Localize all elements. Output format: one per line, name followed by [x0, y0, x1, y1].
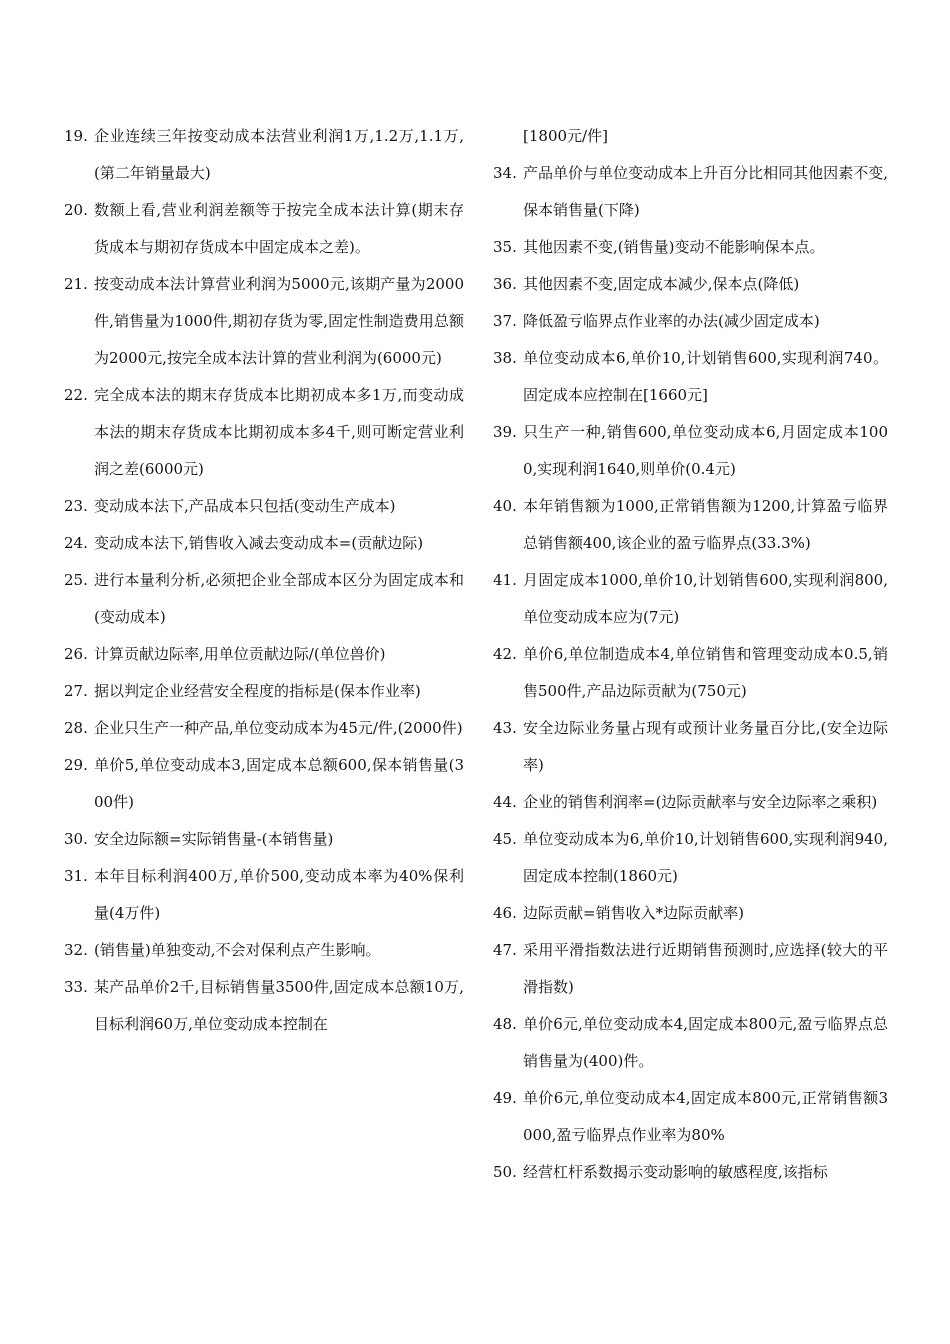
question-text: 安全边际业务量占现有或预计业务量百分比,(安全边际率)	[523, 719, 888, 774]
question-item	[64, 488, 464, 525]
question-number: 46.	[493, 904, 517, 922]
question-number: 28.	[64, 719, 88, 737]
question-item	[493, 562, 888, 636]
question-number: 19.	[64, 127, 88, 145]
question-text: 数额上看,营业利润差额等于按完全成本法计算(期末存货成本与期初存货成本中固定成本之差)。	[94, 201, 464, 256]
question-item	[64, 747, 464, 821]
question-item	[493, 932, 888, 1006]
question-text: 采用平滑指数法进行近期销售预测时,应选择(较大的平滑指数)	[523, 941, 888, 996]
question-item	[493, 488, 888, 562]
question-number: 39.	[493, 423, 517, 441]
question-item	[64, 118, 464, 192]
question-text: 产品单价与单位变动成本上升百分比相同其他因素不变,保本销售量(下降)	[523, 164, 888, 219]
question-text: 降低盈亏临界点作业率的办法(减少固定成本)	[523, 312, 820, 330]
question-item	[493, 229, 888, 266]
question-number: 44.	[493, 793, 517, 811]
question-number: 43.	[493, 719, 517, 737]
question-number: 33.	[64, 978, 88, 996]
question-item	[493, 784, 888, 821]
question-item	[64, 710, 464, 747]
question-number: 45.	[493, 830, 517, 848]
question-item	[64, 377, 464, 488]
question-text: 企业连续三年按变动成本法营业利润1万,1.2万,1.1万,(第二年销量最大)	[94, 127, 464, 182]
question-text: 企业只生产一种产品,单位变动成本为45元/件,(2000件)	[94, 719, 463, 737]
question-text: 本年销售额为1000,正常销售额为1200,计算盈亏临界总销售额400,该企业的盈亏临界点(33.3%)	[523, 497, 888, 552]
question-number: 21.	[64, 275, 88, 293]
question-number: 42.	[493, 645, 517, 663]
question-text: (销售量)单独变动,不会对保利点产生影响。	[94, 941, 381, 959]
question-text: 按变动成本法计算营业利润为5000元,该期产量为2000件,销售量为1000件,期初存货为零,固定性制造费用总额为2000元,按完全成本法计算的营业利润为(6000元)	[94, 275, 464, 367]
question-number: 23.	[64, 497, 88, 515]
question-number: 35.	[493, 238, 517, 256]
right-column	[493, 118, 888, 1191]
question-text: 月固定成本1000,单价10,计划销售600,实现利润800,单位变动成本应为(7元)	[523, 571, 888, 626]
question-number: 48.	[493, 1015, 517, 1033]
question-text: 某产品单价2千,目标销售量3500件,固定成本总额10万,目标利润60万,单位变动成本控制在	[94, 978, 464, 1033]
question-number: 27.	[64, 682, 88, 700]
question-text: 经营杠杆系数揭示变动影响的敏感程度,该指标	[523, 1163, 828, 1181]
question-number: 40.	[493, 497, 517, 515]
question-item	[493, 340, 888, 414]
question-text: 据以判定企业经营安全程度的指标是(保本作业率)	[94, 682, 421, 700]
question-item	[493, 710, 888, 784]
question-item	[64, 858, 464, 932]
question-text: 只生产一种,销售600,单位变动成本6,月固定成本1000,实现利润1640,则单价(0.4元)	[523, 423, 888, 478]
question-text: 其他因素不变,(销售量)变动不能影响保本点。	[523, 238, 825, 256]
question-item	[64, 266, 464, 377]
question-item	[64, 969, 464, 1043]
question-text: 企业的销售利润率=(边际贡献率与安全边际率之乘积)	[523, 793, 878, 811]
question-number: 30.	[64, 830, 88, 848]
question-item	[64, 932, 464, 969]
question-number: 41.	[493, 571, 517, 589]
question-text: 单价6元,单位变动成本4,固定成本800元,正常销售额3000,盈亏临界点作业率为80%	[523, 1089, 888, 1144]
question-text: 计算贡献边际率,用单位贡献边际/(单位兽价)	[94, 645, 386, 663]
question-item	[64, 673, 464, 710]
question-text: 完全成本法的期末存货成本比期初成本多1万,而变动成本法的期末存货成本比期初成本多4千,则可断定营业利润之差(6000元)	[94, 386, 464, 478]
question-number: 29.	[64, 756, 88, 774]
left-column	[64, 118, 464, 1043]
question-number: 37.	[493, 312, 517, 330]
question-number: 47.	[493, 941, 517, 959]
question-text: 单位变动成本6,单价10,计划销售600,实现利润740。固定成本应控制在[1660元]	[523, 349, 888, 404]
question-number: 24.	[64, 534, 88, 552]
question-item	[493, 821, 888, 895]
question-item	[493, 636, 888, 710]
question-text: 单价6元,单位变动成本4,固定成本800元,盈亏临界点总销售量为(400)件。	[523, 1015, 888, 1070]
question-item	[64, 821, 464, 858]
question-text: 变动成本法下,销售收入减去变动成本=(贡献边际)	[94, 534, 424, 552]
question-number: 20.	[64, 201, 88, 219]
question-number: 34.	[493, 164, 517, 182]
question-number: 36.	[493, 275, 517, 293]
continuation-line: [1800元/件]	[523, 127, 608, 145]
question-item	[493, 266, 888, 303]
question-text: 单位变动成本为6,单价10,计划销售600,实现利润940,固定成本控制(1860元)	[523, 830, 888, 885]
question-item	[64, 562, 464, 636]
question-number: 38.	[493, 349, 517, 367]
question-number: 50.	[493, 1163, 517, 1181]
question-number: 32.	[64, 941, 88, 959]
question-item	[64, 192, 464, 266]
question-text: 变动成本法下,产品成本只包括(变动生产成本)	[94, 497, 396, 515]
question-item	[493, 1006, 888, 1080]
question-item	[493, 155, 888, 229]
question-text: 单价6,单位制造成本4,单位销售和管理变动成本0.5,销售500件,产品边际贡献为(750元)	[523, 645, 888, 700]
question-item	[493, 414, 888, 488]
question-item	[493, 303, 888, 340]
question-text: 单价5,单位变动成本3,固定成本总额600,保本销售量(300件)	[94, 756, 464, 811]
question-item	[493, 1154, 888, 1191]
question-number: 22.	[64, 386, 88, 404]
question-item	[493, 1080, 888, 1154]
question-text: 其他因素不变,固定成本减少,保本点(降低)	[523, 275, 800, 293]
question-number: 26.	[64, 645, 88, 663]
question-text: 本年目标利润400万,单价500,变动成本率为40%保利量(4万件)	[94, 867, 464, 922]
question-number: 49.	[493, 1089, 517, 1107]
question-item	[493, 895, 888, 932]
question-text: 进行本量利分析,必须把企业全部成本区分为固定成本和(变动成本)	[94, 571, 464, 626]
question-text: 安全边际额=实际销售量-(本销售量)	[94, 830, 334, 848]
question-number: 25.	[64, 571, 88, 589]
question-item	[64, 636, 464, 673]
question-number: 31.	[64, 867, 88, 885]
question-text: 边际贡献=销售收入*边际贡献率)	[523, 904, 744, 922]
question-item	[64, 525, 464, 562]
